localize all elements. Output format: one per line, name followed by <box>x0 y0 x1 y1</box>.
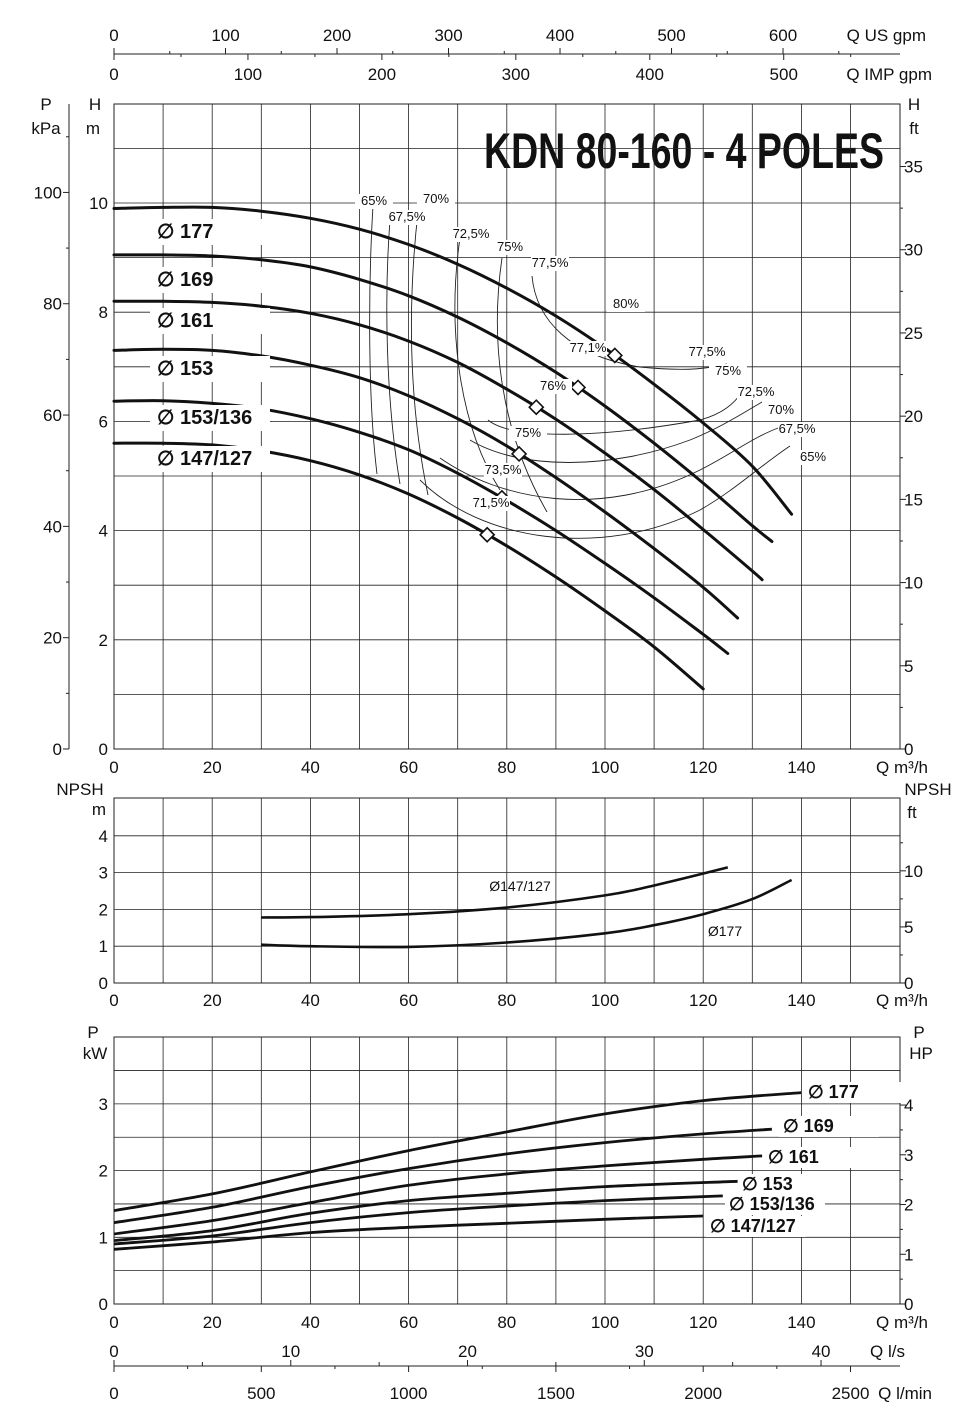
head-ft-tick-label: 0 <box>904 740 914 759</box>
efficiency-label: 76% <box>539 378 567 393</box>
npsh-m-tick-label: 1 <box>98 937 108 957</box>
power-q-tick-label: 40 <box>300 1313 320 1332</box>
power-left-label: P <box>87 1023 99 1042</box>
efficiency-label: 67,5% <box>778 421 816 436</box>
power-series-label: ∅ 177 <box>808 1082 859 1102</box>
lmin-label: Q l/min <box>878 1384 932 1403</box>
us-gpm-tick-label: 600 <box>768 26 798 45</box>
power-series-label: ∅ 153 <box>742 1174 793 1194</box>
power-q-tick-label: 0 <box>109 1313 119 1332</box>
npsh-left-label: NPSH <box>56 780 104 799</box>
head-ft-label-h: H <box>907 95 921 114</box>
head-series-label: ∅ 161 <box>157 310 214 332</box>
head-m-tick-label: 6 <box>98 412 108 432</box>
imp-gpm-tick-label: 400 <box>635 65 664 84</box>
efficiency-label: 65% <box>799 449 827 464</box>
efficiency-label: 70% <box>422 191 450 206</box>
head-m-label-h: H <box>88 95 102 114</box>
us-gpm-tick-label: 400 <box>545 26 575 45</box>
head-m-label-unit: m <box>85 119 101 138</box>
efficiency-label: 75% <box>714 363 742 378</box>
power-series-label: ∅ 161 <box>768 1147 819 1167</box>
npsh-ft-tick-label: 5 <box>904 917 914 937</box>
head-m-tick-label: 2 <box>98 630 108 650</box>
lmin-tick-label: 1000 <box>389 1384 428 1403</box>
npsh-q-label: Q m³/h <box>876 991 928 1010</box>
efficiency-label: 77,5% <box>531 255 569 270</box>
npsh-q-tick-label: 40 <box>300 991 320 1010</box>
efficiency-label: 72,5% <box>737 384 775 399</box>
npsh-q-tick-label: 100 <box>590 991 620 1010</box>
ls-tick-label: 20 <box>458 1342 477 1361</box>
power-kw-tick-label: 1 <box>98 1228 108 1248</box>
npsh-series-label: Ø177 <box>707 923 743 939</box>
head-q-tick-label: 20 <box>202 758 222 777</box>
npsh-m-tick-label: 4 <box>98 826 108 846</box>
head-ft-tick-label: 30 <box>904 240 923 260</box>
head-series-label: ∅ 169 <box>157 269 214 291</box>
power-q-tick-label: 60 <box>399 1313 419 1332</box>
npsh-ft-tick-label: 10 <box>904 861 923 881</box>
npsh-q-tick-label: 80 <box>497 991 517 1010</box>
power-hp-tick-label: 3 <box>904 1145 914 1165</box>
ls-tick-label: 40 <box>811 1342 831 1361</box>
lmin-tick-label: 2000 <box>684 1384 723 1403</box>
imp-gpm-tick-label: 200 <box>367 65 397 84</box>
power-q-tick-label: 80 <box>497 1313 517 1332</box>
ls-tick-label: 30 <box>634 1342 654 1361</box>
head-ft-tick-label: 15 <box>904 490 923 510</box>
ls-tick-label: 10 <box>281 1342 301 1361</box>
head-ft-tick-label: 20 <box>904 407 923 427</box>
power-q-tick-label: 120 <box>689 1313 718 1332</box>
power-right-unit: HP <box>909 1044 933 1063</box>
head-m-tick-label: 4 <box>98 521 108 541</box>
efficiency-label: 67,5% <box>388 209 426 224</box>
kpa-label-unit: kPa <box>31 119 61 138</box>
efficiency-label: 75% <box>496 239 524 254</box>
head-q-tick-label: 100 <box>590 758 620 777</box>
head-ft-tick-label: 25 <box>904 323 923 343</box>
power-q-tick-label: 20 <box>202 1313 222 1332</box>
efficiency-isoline <box>370 205 377 474</box>
bottom-flow-axes <box>109 1342 932 1403</box>
kpa-tick-label: 100 <box>33 183 62 203</box>
ls-label: Q l/s <box>870 1342 905 1361</box>
head-ft-tick-label: 10 <box>904 573 923 593</box>
power-q-tick-label: 100 <box>590 1313 620 1332</box>
head-q-tick-label: 140 <box>787 758 816 777</box>
power-series-label: ∅ 169 <box>783 1116 834 1136</box>
us-gpm-tick-label: 500 <box>657 26 686 45</box>
head-curve-line <box>114 401 728 654</box>
efficiency-label: 65% <box>360 193 388 208</box>
npsh-chart <box>56 780 951 1010</box>
power-right-label: P <box>913 1023 925 1042</box>
efficiency-label: 73,5% <box>484 462 522 477</box>
head-m-tick-label: 8 <box>98 303 108 323</box>
efficiency-label: 71,5% <box>472 495 510 510</box>
power-hp-tick-label: 1 <box>904 1245 914 1265</box>
power-q-label: Q m³/h <box>876 1313 928 1332</box>
kpa-tick-label: 20 <box>43 628 62 648</box>
efficiency-label: 80% <box>612 296 640 311</box>
npsh-m-tick-label: 0 <box>98 974 108 993</box>
head-q-tick-label: 40 <box>300 758 320 777</box>
efficiency-label: 72,5% <box>452 226 490 241</box>
npsh-series-label: Ø147/127 <box>489 878 551 894</box>
kpa-label-p: P <box>40 95 52 114</box>
power-hp-tick-label: 4 <box>904 1096 914 1116</box>
us-gpm-label: Q US gpm <box>846 26 926 45</box>
head-series-label: ∅ 153 <box>157 358 214 380</box>
npsh-q-tick-label: 140 <box>787 991 816 1010</box>
head-m-tick-label: 0 <box>98 740 108 759</box>
head-q-tick-label: 120 <box>689 758 718 777</box>
npsh-m-tick-label: 3 <box>98 863 108 883</box>
head-series-label: ∅ 147/127 <box>157 448 253 470</box>
efficiency-label: 70% <box>767 402 795 417</box>
power-q-tick-label: 140 <box>787 1313 816 1332</box>
head-m-tick-label: 10 <box>89 194 108 213</box>
top-flow-axes <box>109 26 932 84</box>
imp-gpm-tick-label: 0 <box>109 65 119 84</box>
imp-gpm-tick-label: 300 <box>501 65 531 84</box>
npsh-left-unit: m <box>91 800 107 819</box>
efficiency-label: 77,5% <box>688 344 726 359</box>
head-q-tick-label: 80 <box>497 758 517 777</box>
chart-title: KDN 80-160 - 4 POLES <box>484 123 884 179</box>
power-kw-tick-label: 0 <box>98 1295 108 1314</box>
head-q-tick-label: 0 <box>109 758 119 777</box>
kpa-tick-label: 80 <box>43 294 62 314</box>
power-series-label: ∅ 153/136 <box>729 1194 815 1214</box>
npsh-q-tick-label: 20 <box>202 991 222 1010</box>
imp-gpm-tick-label: 100 <box>233 65 263 84</box>
kpa-tick-label: 0 <box>52 740 62 759</box>
lmin-tick-label: 0 <box>109 1384 119 1403</box>
us-gpm-tick-label: 0 <box>109 26 119 45</box>
kpa-tick-label: 60 <box>43 406 62 426</box>
power-series-label: ∅ 147/127 <box>710 1216 796 1236</box>
npsh-right-label: NPSH <box>904 780 952 799</box>
npsh-right-unit: ft <box>907 803 917 822</box>
lmin-tick-label: 2500 <box>831 1384 870 1403</box>
ls-tick-label: 0 <box>109 1342 119 1361</box>
npsh-m-tick-label: 2 <box>98 900 108 920</box>
kpa-tick-label: 40 <box>43 517 62 537</box>
imp-gpm-tick-label: 500 <box>769 65 798 84</box>
npsh-q-tick-label: 0 <box>109 991 119 1010</box>
power-left-unit: kW <box>82 1044 108 1063</box>
us-gpm-tick-label: 200 <box>322 26 352 45</box>
npsh-q-tick-label: 120 <box>689 991 718 1010</box>
us-gpm-tick-label: 100 <box>211 26 240 45</box>
power-hp-tick-label: 0 <box>904 1295 914 1314</box>
lmin-tick-label: 500 <box>247 1384 276 1403</box>
head-q-label: Q m³/h <box>876 758 928 777</box>
power-chart <box>83 1023 933 1332</box>
head-ft-tick-label: 35 <box>904 157 923 177</box>
lmin-tick-label: 1500 <box>536 1384 575 1403</box>
efficiency-label: 77,1% <box>569 340 607 355</box>
head-chart <box>31 95 928 777</box>
head-ft-label-unit: ft <box>909 119 919 138</box>
head-q-tick-label: 60 <box>399 758 419 777</box>
power-curve-line <box>114 1196 723 1244</box>
power-kw-tick-label: 3 <box>98 1094 108 1114</box>
head-series-label: ∅ 177 <box>157 221 214 243</box>
efficiency-label: 75% <box>514 425 542 440</box>
head-curve-line <box>114 301 762 579</box>
head-series-label: ∅ 153/136 <box>157 407 253 429</box>
npsh-ft-tick-label: 0 <box>904 974 914 993</box>
npsh-q-tick-label: 60 <box>399 991 419 1010</box>
head-ft-tick-label: 5 <box>904 656 914 676</box>
us-gpm-tick-label: 300 <box>434 26 463 45</box>
power-hp-tick-label: 2 <box>904 1195 914 1215</box>
imp-gpm-label: Q IMP gpm <box>846 65 932 84</box>
power-kw-tick-label: 2 <box>98 1161 108 1181</box>
